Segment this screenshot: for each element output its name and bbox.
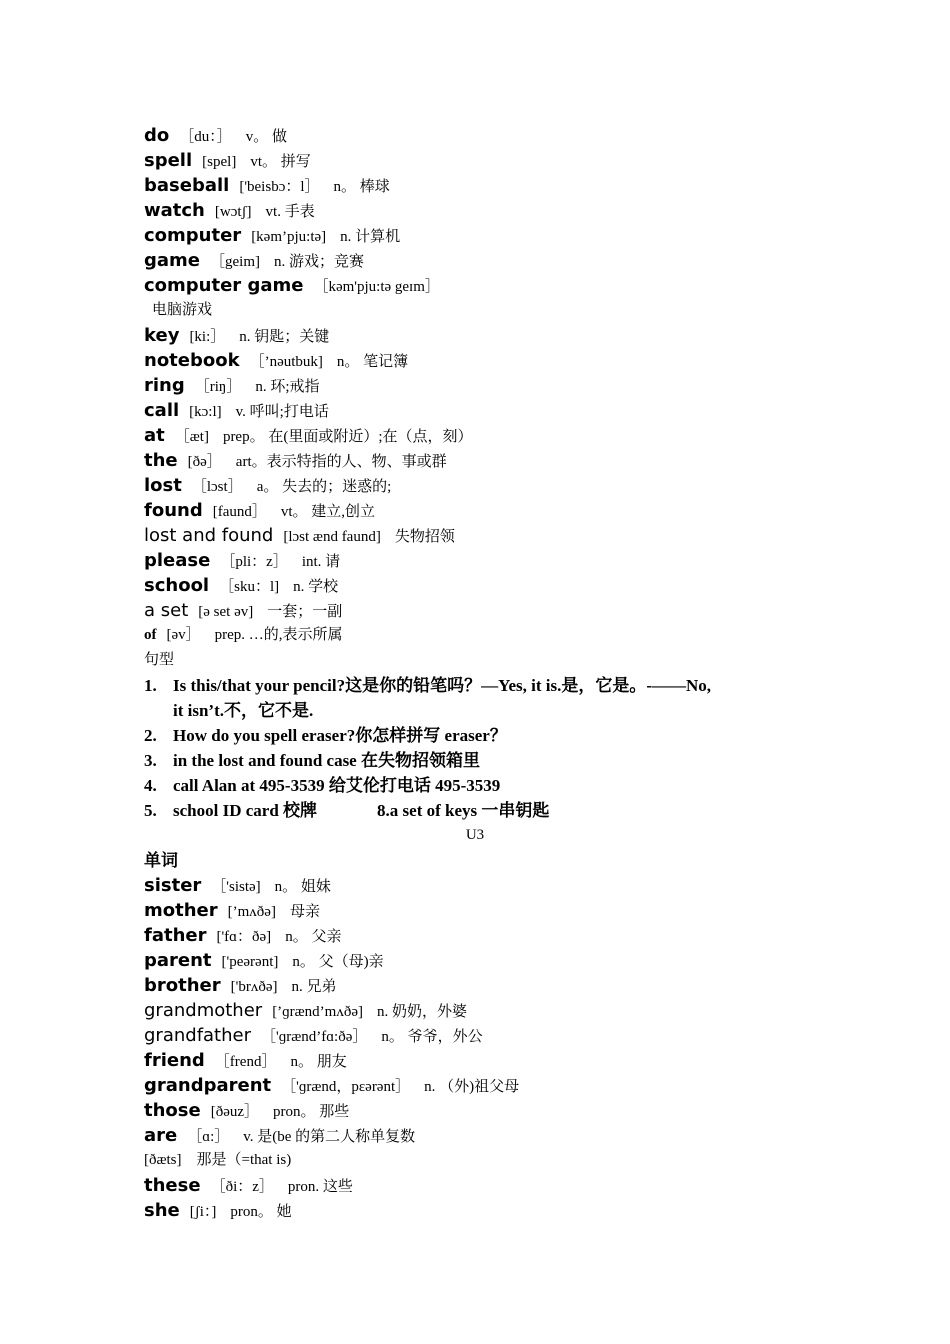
vocab-entry <box>144 448 844 473</box>
word: parent <box>144 950 212 971</box>
definition: n。 姐妹 <box>274 879 331 895</box>
word: father <box>144 925 207 946</box>
definition: vt。 拼写 <box>250 154 311 170</box>
phonetic: ['peərənt] <box>221 954 279 970</box>
vocab-entry <box>144 1098 844 1123</box>
phonetic: [’ɡrænd’mʌðə] <box>272 1004 363 1020</box>
phonetic: [spel] <box>202 154 237 170</box>
phonetic: ［geim] <box>210 254 260 270</box>
phonetic: ［riŋ］ <box>194 379 242 395</box>
word: sister <box>144 875 202 896</box>
vocab-entry <box>144 598 844 623</box>
word: lost <box>144 475 182 496</box>
vocab-entry <box>144 348 844 373</box>
sentence-item <box>144 798 844 823</box>
word: lost and found <box>144 525 274 546</box>
word: computer game <box>144 275 304 296</box>
vocab-entry <box>144 1198 844 1223</box>
phonetic: ［sku：l] <box>219 579 280 595</box>
vocab-entry <box>144 998 844 1023</box>
section-heading: 句型 <box>144 652 175 668</box>
sentence-list <box>144 673 844 823</box>
vocab-entry <box>144 173 844 198</box>
phonetic: ［’nəutbuk] <box>249 354 323 370</box>
phonetic: ［kəm'pju:tə geɪm］ <box>313 279 440 295</box>
vocab-entry <box>144 248 844 273</box>
definition: n. 奶奶，外婆 <box>377 1004 468 1020</box>
sentence-item <box>144 748 844 773</box>
phonetic: ［'ɡrænd’fɑ:ðə］ <box>261 1029 368 1045</box>
word: please <box>144 550 211 571</box>
definition: a。 失去的；迷惑的; <box>256 479 392 495</box>
sentence-text: How do you spell eraser?你怎样拼写 eraser？ <box>173 726 507 745</box>
item-number: 3. <box>144 751 157 770</box>
vocab-entry <box>144 198 844 223</box>
word: key <box>144 325 180 346</box>
definition: art。表示特指的人、物、事或群 <box>235 454 447 470</box>
vocab-entry <box>144 223 844 248</box>
vocab-entry <box>144 1048 844 1073</box>
vocab-entry <box>144 523 844 548</box>
definition: 失物招领 <box>394 529 455 545</box>
sentence-item <box>144 673 844 723</box>
definition: v. 呼叫;打电话 <box>235 404 329 420</box>
sentence-text-continued: it isn’t.不，它不是. <box>173 701 314 720</box>
definition: pron. 这些 <box>287 1179 353 1195</box>
definition: pron。 她 <box>230 1204 292 1220</box>
word: found <box>144 500 203 521</box>
phonetic: ［æt] <box>174 429 209 445</box>
definition: prep。 在(里面或附近）;在（点，刻） <box>222 429 473 445</box>
vocab-entry <box>144 1173 844 1198</box>
item-number: 5. <box>144 801 157 820</box>
word: those <box>144 1100 201 1121</box>
definition: vt。 建立,创立 <box>280 504 376 520</box>
item-number: 1. <box>144 676 157 695</box>
vocab-entry-thats: [ðæts] 那是（=that is) <box>144 1152 292 1168</box>
vocab-entry <box>144 1073 844 1098</box>
word: grandmother <box>144 1000 263 1021</box>
vocab-entry <box>144 373 844 398</box>
phonetic: ［du：］ <box>179 129 232 145</box>
definition: prep. …的,表示所属 <box>214 627 343 643</box>
vocab-entry <box>144 623 844 648</box>
vocab-entry <box>144 398 844 423</box>
word: friend <box>144 1050 205 1071</box>
phonetic: ［pli：z］ <box>220 554 288 570</box>
word: game <box>144 250 200 271</box>
sentence-text: school ID card 校牌 <box>173 801 318 820</box>
definition: n。 父亲 <box>285 929 342 945</box>
sentence-item <box>144 773 844 798</box>
vocab-entry <box>144 923 844 948</box>
item-number: 2. <box>144 726 157 745</box>
definition: v. 是(be 的第二人称单复数 <box>243 1129 416 1145</box>
phonetic: [kəm’pju:tə] <box>251 229 327 245</box>
word: of <box>144 627 157 643</box>
definition: n. 游戏；竞赛 <box>274 254 365 270</box>
phonetic: ［'ɡrænd，pɛərənt］ <box>281 1079 411 1095</box>
phonetic: [ðəuz］ <box>210 1104 260 1120</box>
phonetic: [kɔ:l] <box>189 404 222 420</box>
definition: n. 钥匙；关键 <box>239 329 330 345</box>
vocab-entry <box>144 1023 844 1048</box>
definition: n. （外)祖父母 <box>424 1079 520 1095</box>
vocab-entry <box>144 498 844 523</box>
word: computer <box>144 225 242 246</box>
vocab-entry <box>144 323 844 348</box>
phonetic: [faund］ <box>212 504 267 520</box>
definition: 母亲 <box>289 904 320 920</box>
phonetic: [ðə］ <box>187 454 222 470</box>
word: do <box>144 125 170 146</box>
vocab-entry <box>144 973 844 998</box>
phonetic: ［lɔst］ <box>191 479 243 495</box>
phonetic: [’mʌðə] <box>227 904 276 920</box>
definition: n。 爷爷，外公 <box>381 1029 483 1045</box>
definition: int. 请 <box>301 554 341 570</box>
word: these <box>144 1175 201 1196</box>
vocab-entry <box>144 148 844 173</box>
definition: v。 做 <box>245 129 288 145</box>
vocab-entry <box>144 473 844 498</box>
definition: n. 环;戒指 <box>255 379 320 395</box>
phonetic: ['brʌðə] <box>230 979 278 995</box>
vocab-entry <box>144 573 844 598</box>
sentence-extra: 8.a set of keys 一串钥匙 <box>377 801 550 820</box>
item-number: 4. <box>144 776 157 795</box>
phonetic: ['beisbɔ：l］ <box>239 179 320 195</box>
phonetic: [ʃi：] <box>189 1204 217 1220</box>
sentence-text: in the lost and found case 在失物招领箱里 <box>173 751 480 770</box>
definition: n。 棒球 <box>333 179 390 195</box>
phonetic: [əv］ <box>166 627 201 643</box>
word: the <box>144 450 178 471</box>
document-content <box>144 123 844 1223</box>
word: baseball <box>144 175 230 196</box>
sentence-text: Is this/that your pencil?这是你的铅笔吗？—Yes, it is.是，它是。-——No, <box>173 676 712 695</box>
definition-continuation: 电脑游戏 <box>152 302 213 318</box>
definition: n. 学校 <box>293 579 339 595</box>
unit-title: U3 <box>465 827 485 843</box>
word: call <box>144 400 180 421</box>
definition: vt. 手表 <box>265 204 315 220</box>
word: mother <box>144 900 218 921</box>
vocab-entry <box>144 123 844 148</box>
phonetic: ['fɑ：ðə] <box>216 929 272 945</box>
sentence-item <box>144 723 844 748</box>
phonetic: ［ɑ:］ <box>187 1129 230 1145</box>
vocab-entry <box>144 948 844 973</box>
word: at <box>144 425 165 446</box>
word: watch <box>144 200 205 221</box>
definition: pron。 那些 <box>273 1104 350 1120</box>
phonetic: ［ði：z］ <box>210 1179 274 1195</box>
word: grandparent <box>144 1075 272 1096</box>
definition: n。 笔记簿 <box>336 354 409 370</box>
definition: n. 兄弟 <box>291 979 337 995</box>
phonetic: ［'sistə] <box>211 879 261 895</box>
vocab-entry <box>144 898 844 923</box>
phonetic: [ki:］ <box>189 329 226 345</box>
section-heading: 单词 <box>144 851 178 870</box>
word: are <box>144 1125 178 1146</box>
sentence-text: call Alan at 495-3539 给艾伦打电话 495-3539 <box>173 776 501 795</box>
vocab-entry <box>144 548 844 573</box>
word: she <box>144 1200 180 1221</box>
definition: n。 父（母)亲 <box>292 954 384 970</box>
word: spell <box>144 150 193 171</box>
phonetic: [wɔtʃ] <box>214 204 252 220</box>
phonetic: ［frend］ <box>214 1054 277 1070</box>
word: a set <box>144 600 189 621</box>
vocab-entry <box>144 423 844 448</box>
vocab-entry <box>144 273 844 298</box>
vocab-entry <box>144 1123 844 1148</box>
word: notebook <box>144 350 240 371</box>
definition: n。 朋友 <box>290 1054 347 1070</box>
word: brother <box>144 975 221 996</box>
definition: 一套；一副 <box>267 604 343 620</box>
word: grandfather <box>144 1025 251 1046</box>
definition: n. 计算机 <box>340 229 401 245</box>
phonetic: [lɔst ænd faund] <box>283 529 381 545</box>
word: ring <box>144 375 185 396</box>
vocab-entry <box>144 873 844 898</box>
phonetic: [ə set əv] <box>198 604 254 620</box>
word: school <box>144 575 210 596</box>
